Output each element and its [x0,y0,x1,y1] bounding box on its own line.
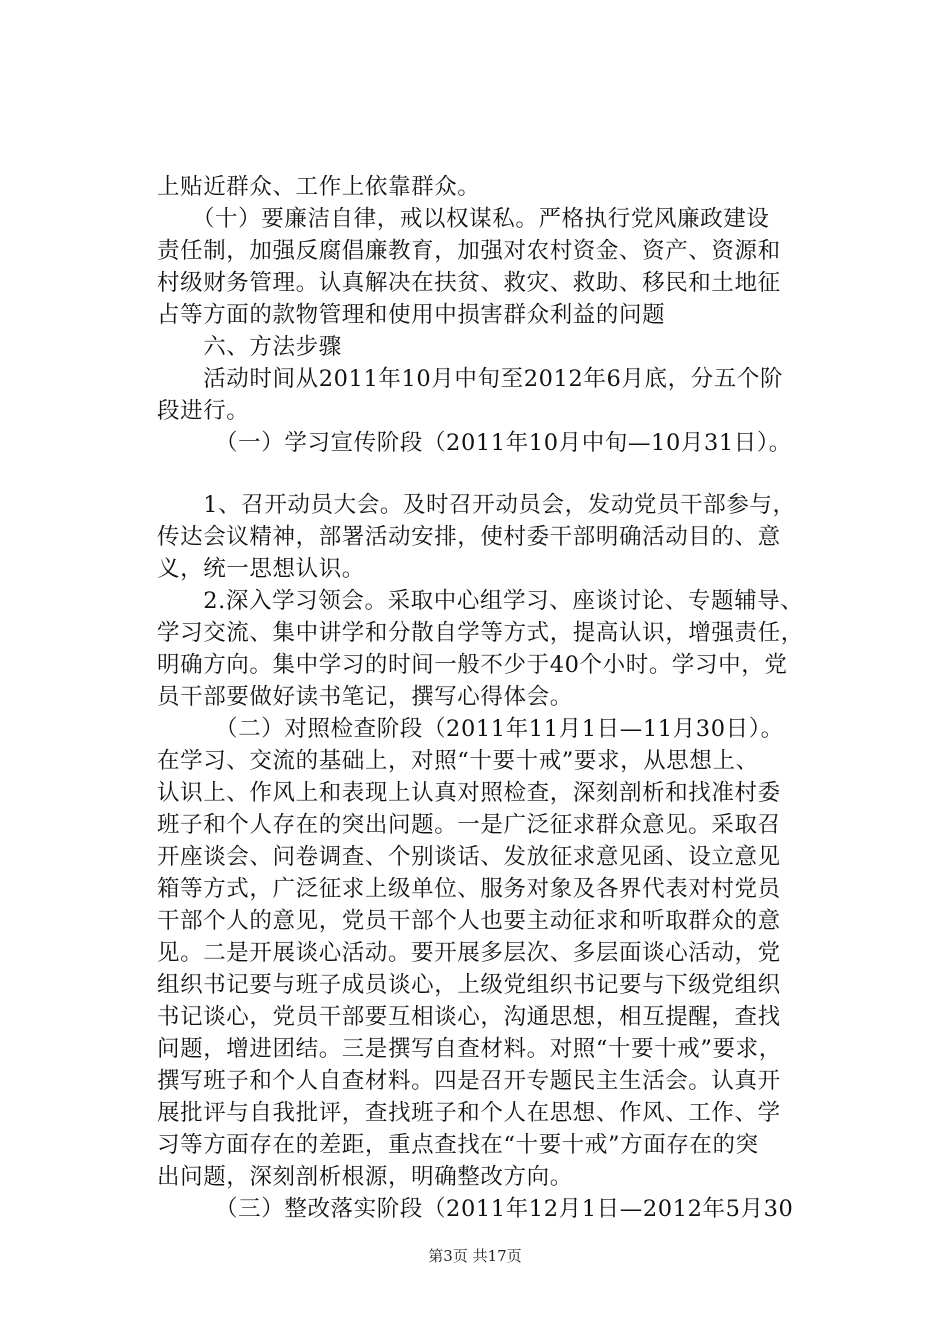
section-heading: 六、方法步骤 [157,334,342,360]
text-line: 2.深入学习领会。采取中心组学习、座谈讨论、专题辅导、 [157,588,804,614]
text-line: 撰写班子和个人自查材料。四是召开专题民主生活会。认真开 [157,1068,781,1094]
text-line: （十）要廉洁自律，戒以权谋私。严格执行党风廉政建设 [157,206,770,232]
phase-heading: （三）整改落实阶段（2011年12月1日—2012年5月30 [157,1196,794,1222]
text-line: 问题，增进团结。三是撰写自查材料。对照“十要十戒”要求， [157,1036,782,1062]
text-line: 上贴近群众、工作上依靠群众。 [157,174,481,200]
text-line: 展批评与自我批评，查找班子和个人在思想、作风、工作、学 [157,1100,781,1126]
text-line: 员干部要做好读书笔记，撰写心得体会。 [157,684,573,710]
text-line: 学习交流、集中讲学和分散自学等方式，提高认识，增强责任， [157,620,804,646]
text-line: 传达会议精神，部署活动安排，使村委干部明确活动目的、意 [157,524,781,550]
text-line: 组织书记要与班子成员谈心，上级党组织书记要与下级党组织 [157,972,781,998]
text-line: 在学习、交流的基础上，对照“十要十戒”要求，从思想上、 [157,748,759,774]
text-line: 占等方面的款物管理和使用中损害群众利益的问题 [157,302,666,328]
text-line: 村级财务管理。认真解决在扶贫、救灾、救助、移民和土地征 [157,270,781,296]
text-line: 书记谈心，党员干部要互相谈心，沟通思想，相互提醒，查找 [157,1004,781,1030]
text-line: 班子和个人存在的突出问题。一是广泛征求群众意见。采取召 [157,812,781,838]
phase-heading: （一）学习宣传阶段（2011年10月中旬—10月31日）。 [157,430,792,456]
text-line: 开座谈会、问卷调查、个别谈话、发放征求意见函、设立意见 [157,844,781,870]
text-line: 箱等方式，广泛征求上级单位、服务对象及各界代表对村党员 [157,876,781,902]
text-line: 干部个人的意见，党员干部个人也要主动征求和听取群众的意 [157,908,781,934]
page-number-footer: 第3页 共17页 [428,1247,522,1265]
text-line: 段进行。 [157,398,250,424]
text-line: 活动时间从2011年10月中旬至2012年6月底，分五个阶 [157,366,784,392]
text-line: 责任制，加强反腐倡廉教育，加强对农村资金、资产、资源和 [157,238,781,264]
text-line: 明确方向。集中学习的时间一般不少于40个小时。学习中，党 [157,652,788,678]
text-line: 见。二是开展谈心活动。要开展多层次、多层面谈心活动，党 [157,940,781,966]
text-line: 义，统一思想认识。 [157,556,365,582]
text-line: 习等方面存在的差距，重点查找在“十要十戒”方面存在的突 [157,1132,759,1158]
text-line: 认识上、作风上和表现上认真对照检查，深刻剖析和找准村委 [157,780,781,806]
phase-heading: （二）对照检查阶段（2011年11月1日—11月30日）。 [157,716,784,742]
text-line: 1、召开动员大会。及时召开动员会，发动党员干部参与， [157,492,796,518]
text-line: 出问题，深刻剖析根源，明确整改方向。 [157,1164,573,1190]
